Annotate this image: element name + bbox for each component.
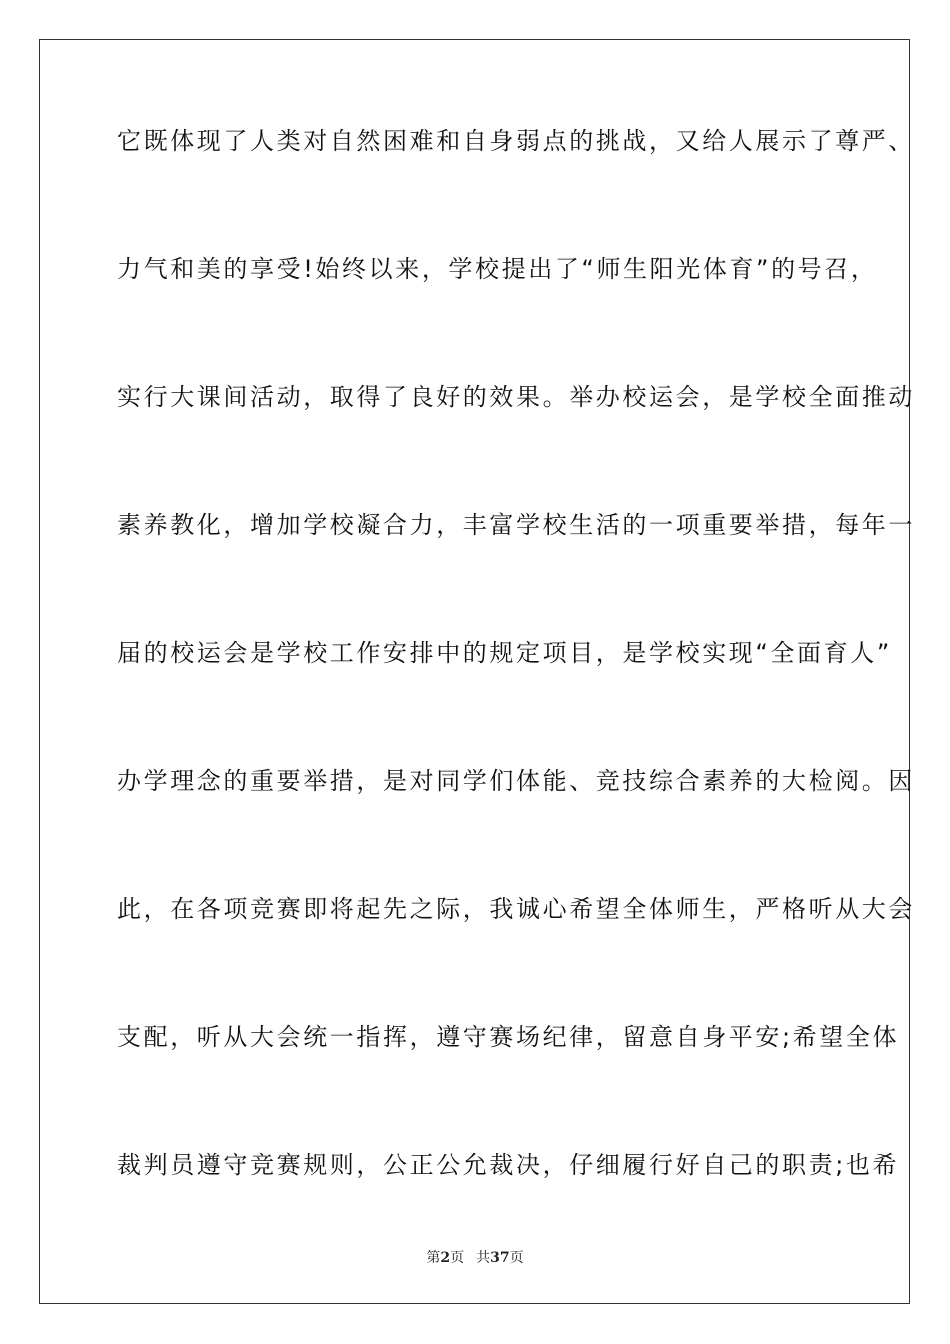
text-line: 素养教化，增加学校凝合力，丰富学校生活的一项重要举措，每年一 — [117, 511, 915, 539]
current-page-number: 2 — [440, 1250, 451, 1266]
total-page-count: 37 — [490, 1250, 510, 1266]
text-line: 力气和美的享受!始终以来，学校提出了“师生阳光体育”的号召， — [117, 255, 878, 283]
text-line: 届的校运会是学校工作安排中的规定项目，是学校实现“全面育人” — [117, 639, 892, 667]
page-number-footer — [0, 1247, 950, 1267]
text-line: 它既体现了人类对自然困难和自身弱点的挑战，又给人展示了尊严、 — [117, 127, 915, 155]
total-prefix: 共 — [476, 1250, 491, 1266]
total-unit: 页 — [509, 1250, 524, 1266]
document-body — [117, 121, 915, 1273]
page-unit: 页 — [450, 1250, 465, 1266]
text-line: 办学理念的重要举措，是对同学们体能、竞技综合素养的大检阅。因 — [117, 767, 915, 795]
text-line: 实行大课间活动，取得了良好的效果。举办校运会，是学校全面推动 — [117, 383, 915, 411]
text-line: 裁判员遵守竞赛规则，公正公允裁决，仔细履行好自己的职责;也希 — [117, 1151, 900, 1179]
text-line: 此，在各项竞赛即将起先之际，我诚心希望全体师生，严格听从大会 — [117, 895, 915, 923]
page-prefix: 第 — [426, 1250, 441, 1266]
text-line: 支配，听从大会统一指挥，遵守赛场纪律，留意自身平安;希望全体 — [117, 1023, 900, 1051]
